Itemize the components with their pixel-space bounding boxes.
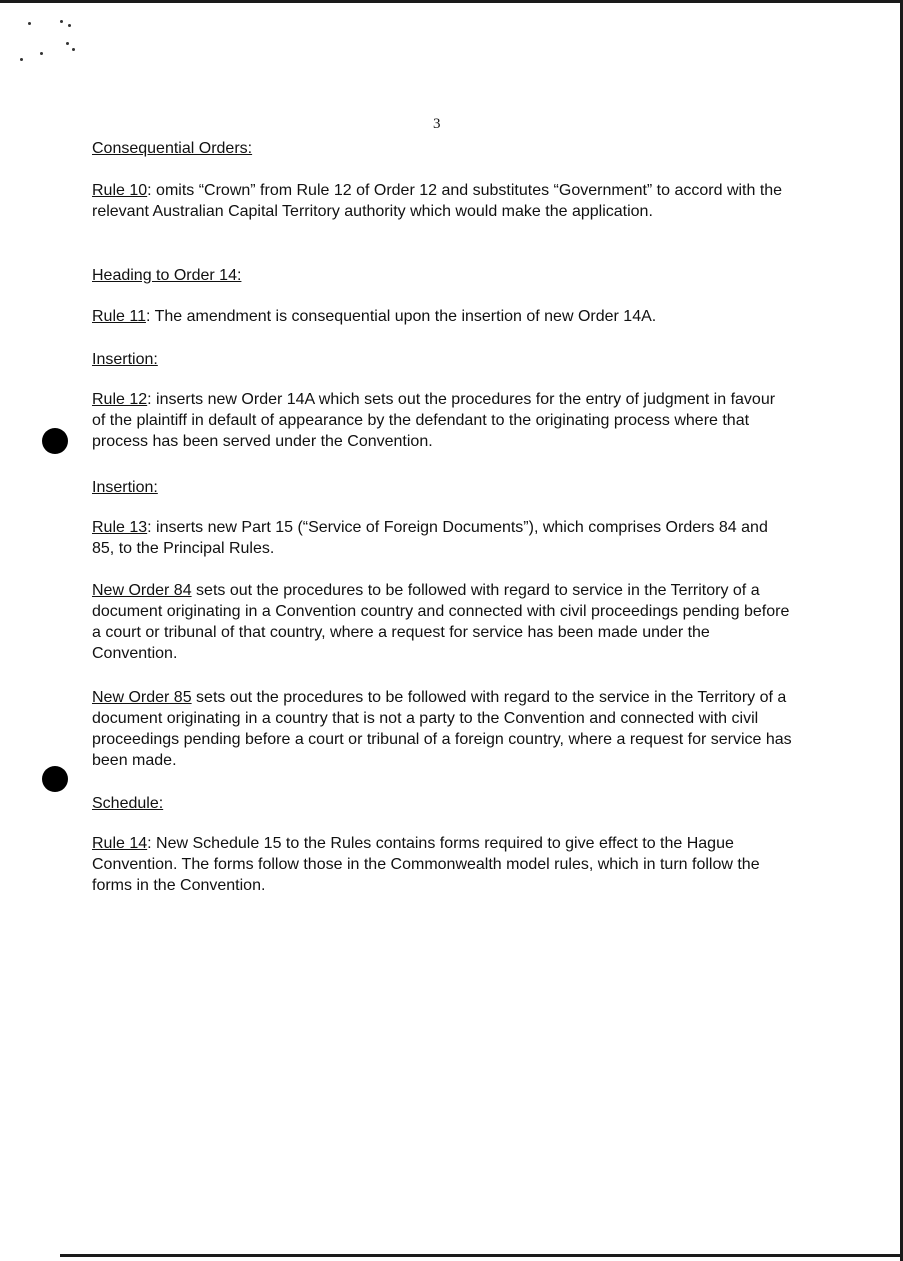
- rule-text: sets out the procedures to be followed with regard to the service in the Territory of a document originating in a country that is not a party to the Convention and connected with civil proceedings pending before a court or tribunal of a foreign country, where a request for service has been made.: [92, 689, 792, 769]
- rule-label: Rule 11: [92, 308, 146, 325]
- scan-speck: [66, 42, 69, 45]
- paragraph-rule-12: [92, 389, 792, 452]
- paragraph-new-order-84: [92, 580, 792, 664]
- rule-label: New Order 85: [92, 689, 192, 706]
- scan-speck: [72, 48, 75, 51]
- rule-text: : inserts new Order 14A which sets out the procedures for the entry of judgment in favour of the plaintiff in default of appearance by the defendant to the originating process where that process has been served under the Convention.: [92, 391, 776, 450]
- paragraph-rule-14: [92, 833, 792, 896]
- heading-consequential-orders: Consequential Orders:: [92, 140, 253, 157]
- paragraph-rule-13: [92, 517, 792, 559]
- scan-speck: [40, 52, 43, 55]
- rule-text: sets out the procedures to be followed with regard to service in the Territory of a document originating in a Convention country and connected with civil proceedings pending before a court or tribunal of that country, where a request for service has been made under the Convention.: [92, 582, 790, 662]
- paragraph-new-order-85: [92, 687, 792, 771]
- rule-text: : The amendment is consequential upon the insertion of new Order 14A.: [145, 308, 657, 325]
- punch-hole-upper: [42, 428, 68, 454]
- punch-hole-lower: [42, 766, 68, 792]
- rule-label: New Order 84: [92, 582, 192, 599]
- heading-insertion-1: Insertion:: [92, 351, 158, 368]
- scan-edge-top: [0, 0, 903, 3]
- scan-speck: [28, 22, 31, 25]
- rule-label: Rule 13: [92, 519, 148, 536]
- heading-insertion-2: Insertion:: [92, 479, 158, 496]
- rule-text: : New Schedule 15 to the Rules contains forms required to give effect to the Hague Convention. The forms follow those in the Commonwealth model rules, which in turn follow the forms in the Convention.: [92, 835, 760, 894]
- rule-label: Rule 14: [92, 835, 148, 852]
- page-number: 3: [433, 116, 441, 132]
- scan-speck: [20, 58, 23, 61]
- paragraph-rule-10: [92, 180, 792, 222]
- rule-label: Rule 10: [92, 182, 148, 199]
- heading-schedule: Schedule:: [92, 795, 164, 812]
- heading-order-14: Heading to Order 14:: [92, 267, 242, 284]
- scan-speck: [60, 20, 63, 23]
- scan-speck: [68, 24, 71, 27]
- scan-edge-bottom: [60, 1254, 903, 1257]
- paragraph-rule-11: [92, 306, 792, 327]
- rule-text: : inserts new Part 15 (“Service of Foreign Documents”), which comprises Orders 84 and 85, to the Principal Rules.: [92, 519, 768, 557]
- rule-text: : omits “Crown” from Rule 12 of Order 12 and substitutes “Government” to accord with the relevant Australian Capital Territory authority which would make the application.: [92, 182, 783, 220]
- rule-label: Rule 12: [92, 391, 148, 408]
